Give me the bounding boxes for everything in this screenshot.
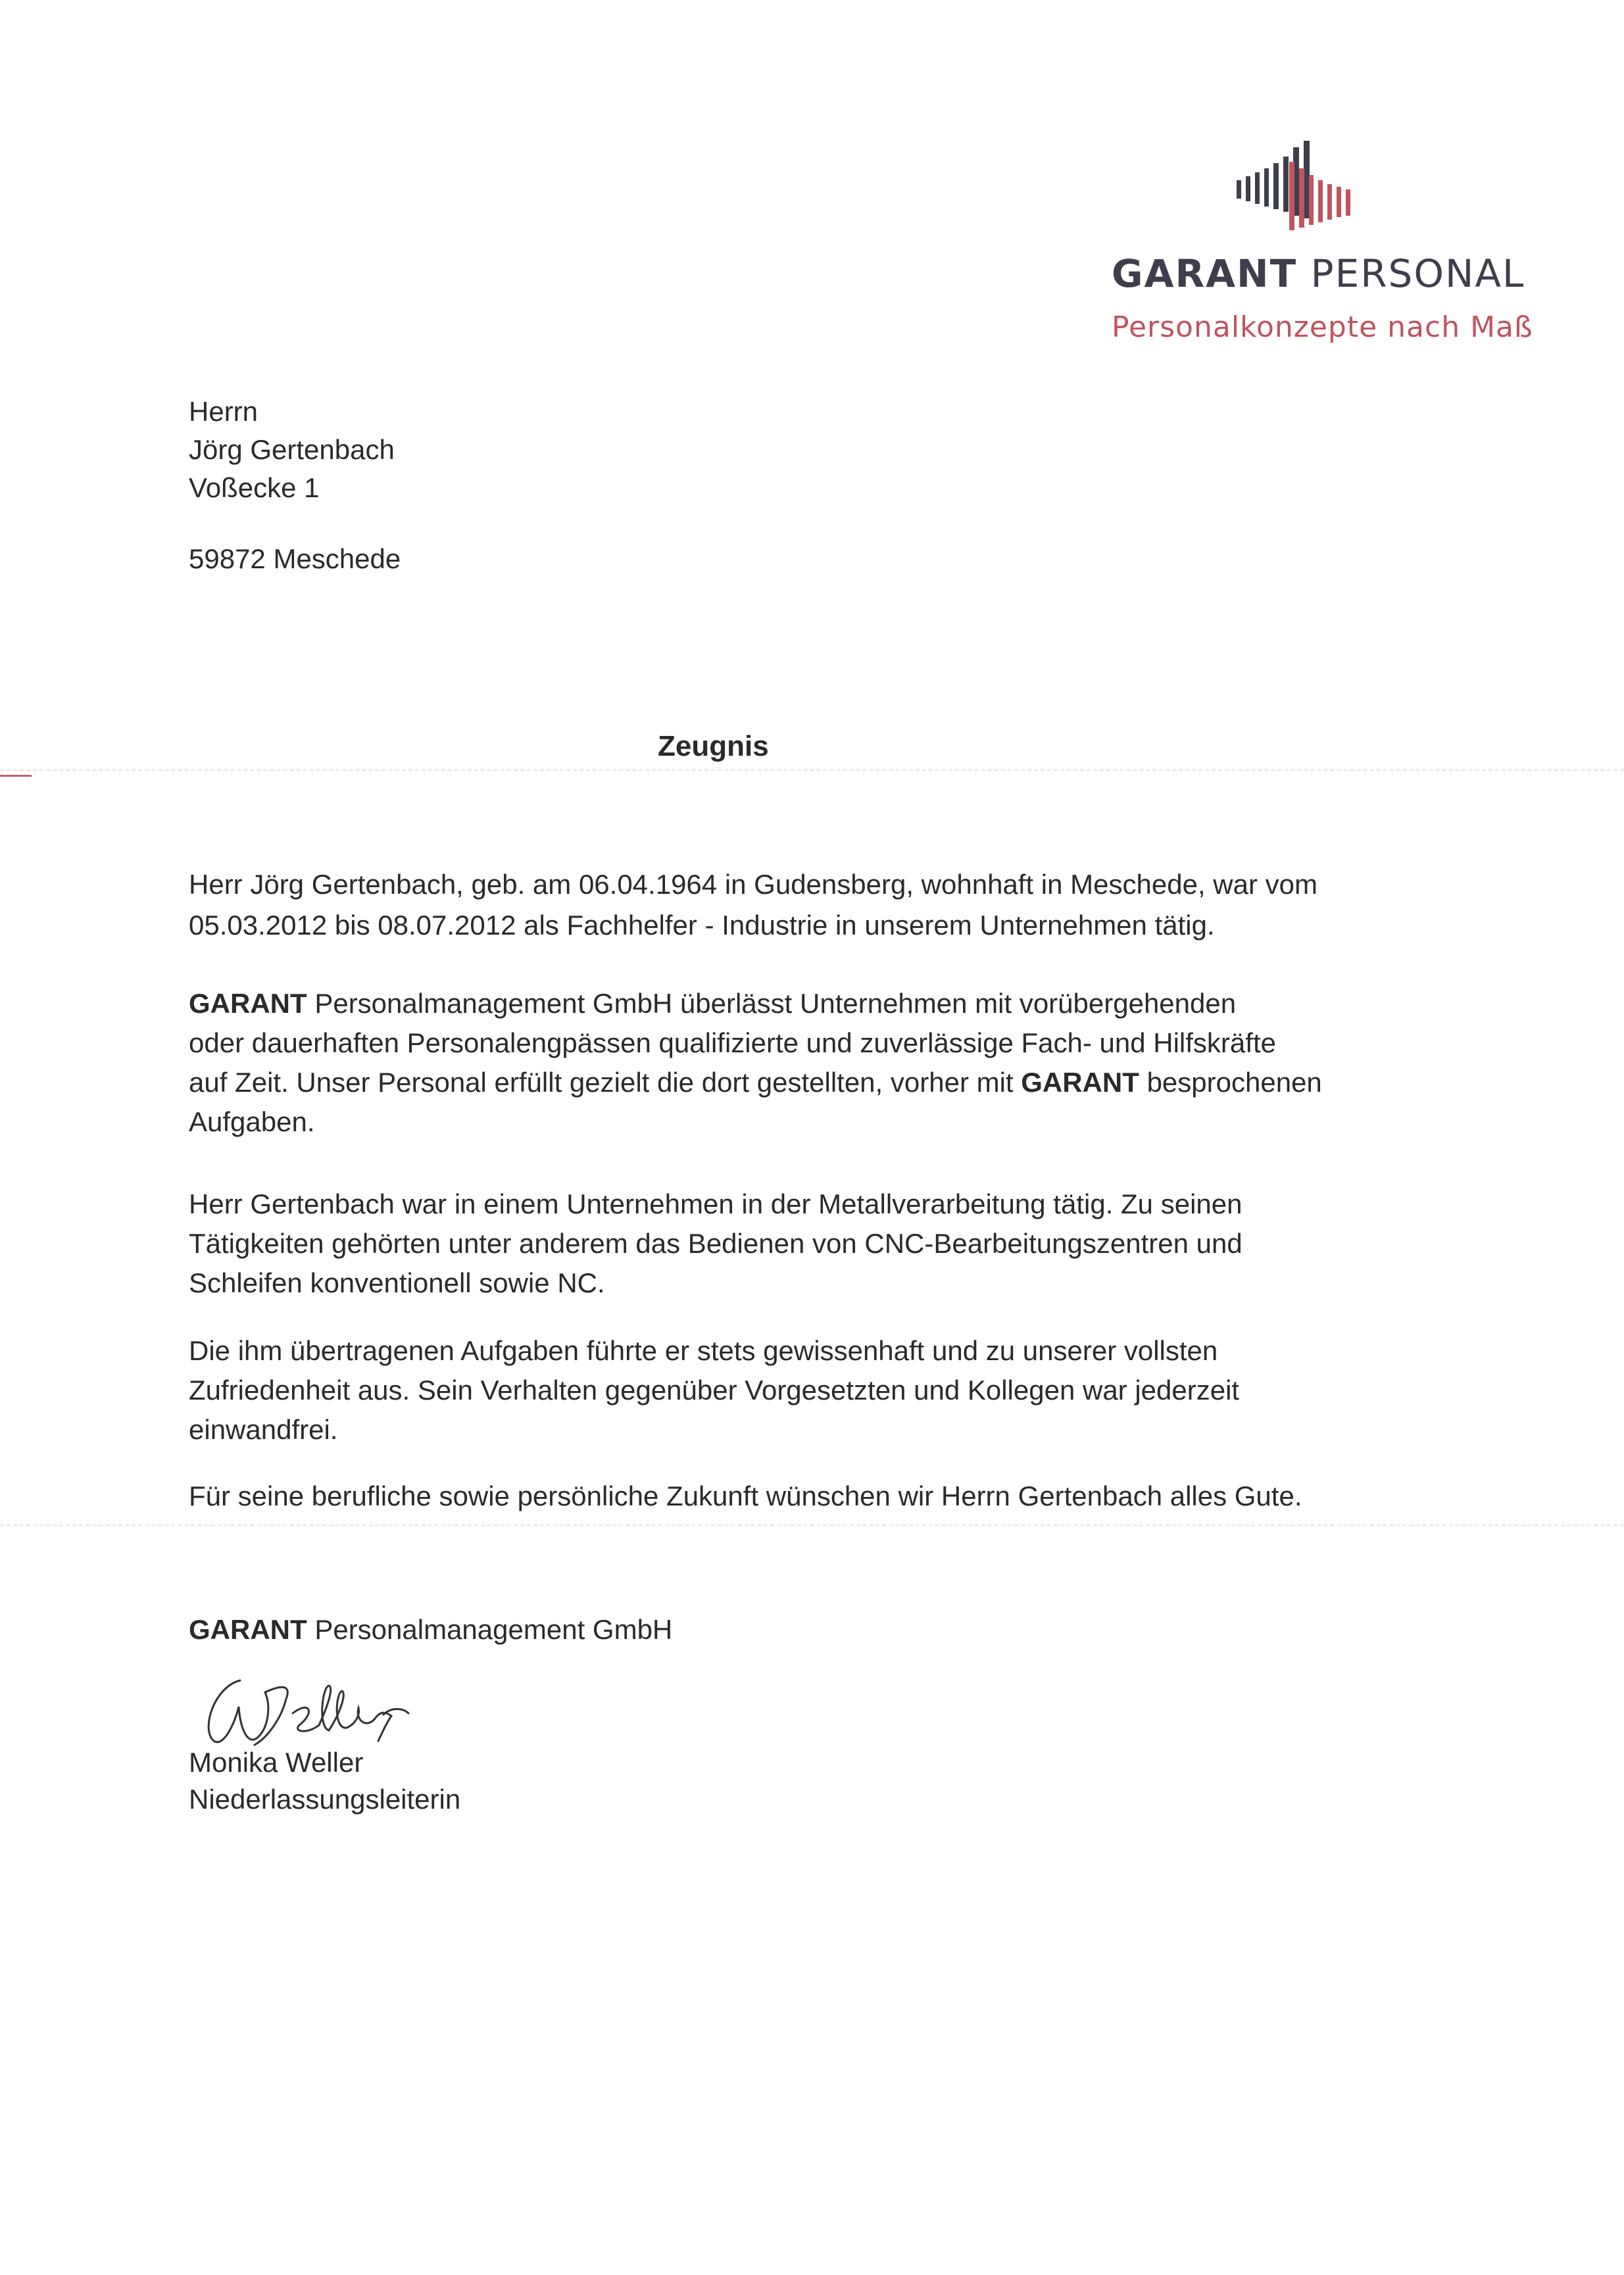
fold-line: [0, 770, 1624, 771]
brand-tagline: Personalkonzepte nach Maß: [1112, 310, 1533, 344]
text-line: Die ihm übertragenen Aufgaben führte er stets gewissenhaft und zu unserer vollsten: [189, 1335, 1218, 1366]
recipient-street: Voßecke 1: [189, 472, 320, 503]
text-line: Herr Gertenbach war in einem Unternehmen in der Metallverarbeitung tätig. Zu seinen: [189, 1188, 1243, 1219]
logo-bars-icon: [1237, 138, 1408, 237]
company-logo: [1105, 138, 1539, 355]
paragraph-employment: [189, 864, 1317, 946]
signer-name: Monika Weller: [189, 1747, 364, 1778]
recipient-name: Jörg Gertenbach: [189, 434, 395, 465]
recipient-city: 59872 Meschede: [189, 543, 401, 574]
document-title: Zeugnis: [658, 730, 769, 762]
text-line: Schleifen konventionell sowie NC.: [189, 1267, 605, 1298]
text-line: GARANT Personalmanagement GmbH überlässt Unternehmen mit vorübergehenden: [189, 988, 1237, 1019]
text-line: oder dauerhaften Personalengpässen qualifizierte und zuverlässige Fach- und Hilfskräfte: [189, 1027, 1276, 1058]
text-line: Tätigkeiten gehörten unter anderem das Bedienen von CNC-Bearbeitungszentren und: [189, 1228, 1243, 1259]
closing-company: GARANT Personalmanagement GmbH: [189, 1614, 673, 1645]
text-line: Herr Jörg Gertenbach, geb. am 06.04.1964 in Gudensberg, wohnhaft in Meschede, war vom: [189, 869, 1317, 900]
text-line: einwandfrei.: [189, 1414, 338, 1445]
paragraph-assessment: [189, 1331, 1239, 1450]
handwritten-signature: [194, 1667, 444, 1753]
text-line: 05.03.2012 bis 08.07.2012 als Fachhelfer - Industrie in unserem Unternehmen tätig.: [189, 910, 1215, 941]
brand-name: GARANT PERSONAL: [1112, 251, 1525, 296]
fold-mark: [0, 775, 32, 777]
text-line: Zufriedenheit aus. Sein Verhalten gegenüber Vorgesetzten und Kollegen war jederzeit: [189, 1375, 1240, 1406]
recipient-address: [189, 393, 401, 578]
text-line: auf Zeit. Unser Personal erfüllt gezielt die dort gestellten, vorher mit GARANT besprochenen: [189, 1067, 1322, 1098]
text-line: Aufgaben.: [189, 1106, 315, 1137]
paragraph-duties: [189, 1185, 1243, 1303]
signer-role: Niederlassungsleiterin: [189, 1784, 461, 1815]
paragraph-wishes: Für seine berufliche sowie persönliche Zukunft wünschen wir Herrn Gertenbach alles Gute.: [189, 1480, 1302, 1511]
recipient-salutation: Herrn: [189, 396, 258, 427]
fold-line: [0, 1525, 1624, 1526]
paragraph-company: [189, 984, 1322, 1142]
signer-block: [189, 1744, 460, 1818]
